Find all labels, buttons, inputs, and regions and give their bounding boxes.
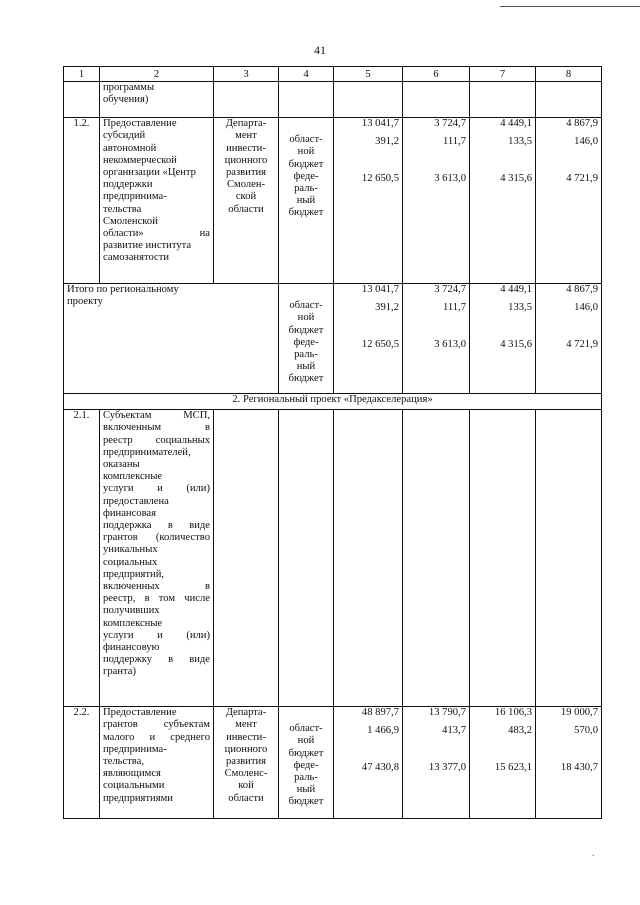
amount-col7: 4 449,1 133,5 4 315,6: [470, 118, 536, 284]
amount-col8: 4 867,9 146,0 4 721,9: [536, 118, 602, 284]
col-header: 4: [279, 67, 334, 82]
col-header: 5: [334, 67, 403, 82]
table-row-1-2: [64, 118, 602, 284]
amount-col5: 13 041,7 391,2 12 650,5: [334, 284, 403, 394]
col-header: 3: [214, 67, 279, 82]
scan-edge-line: [500, 6, 640, 7]
activity-name: программы обучения): [100, 82, 214, 118]
col-header: 8: [536, 67, 602, 82]
funding-source: област- ной бюджет феде- раль- ный бюджет: [279, 118, 334, 284]
scan-speck: .: [592, 848, 595, 859]
amount-col8: 19 000,7 570,0 18 430,7: [536, 707, 602, 819]
row-number: 2.1.: [64, 410, 100, 707]
page-number: 41: [314, 43, 326, 57]
section-row: [64, 394, 602, 410]
row-number: 2.2.: [64, 707, 100, 819]
executor: Департа- мент инвести- ционного развития Смоленс- кой области: [214, 707, 279, 819]
table-row-2-1: [64, 410, 602, 707]
funding-source: област- ной бюджет феде- раль- ный бюджет: [279, 707, 334, 819]
col-header: 2: [100, 67, 214, 82]
amount-col6: 13 790,7 413,7 13 377,0: [403, 707, 470, 819]
row-number: 1.2.: [64, 118, 100, 284]
amount-col7: 4 449,1 133,5 4 315,6: [470, 284, 536, 394]
col-header: 7: [470, 67, 536, 82]
table-row-2-2: [64, 707, 602, 819]
table-row-continuation: [64, 82, 602, 118]
amount-col5: 13 041,7 391,2 12 650,5: [334, 118, 403, 284]
total-label: Итого по региональному проекту: [64, 284, 279, 394]
activity-name: Субъектам МСП, включенным в реестр социальных предпринимателей, оказаны комплексные услуги и (или) предоставлена финансовая поддержка в виде грантов (количество уникальных социальных предприятий, включенных в реестр, в том числе получивших комплексные услуги и (или) финансовую поддержку в виде гранта): [100, 410, 214, 707]
executor: Департа- мент инвести- ционного развития Смолен- ской области: [214, 118, 279, 284]
section-title: 2. Региональный проект «Предакселерация»: [64, 394, 602, 410]
activity-name: Предоставление грантов субъектам малого и среднего предпринима- тельства, являющимся социальными предприятиями: [100, 707, 214, 819]
col-header: 6: [403, 67, 470, 82]
amount-col5: 48 897,7 1 466,9 47 430,8: [334, 707, 403, 819]
amount-col6: 3 724,7 111,7 3 613,0: [403, 284, 470, 394]
column-number-row: [64, 67, 602, 82]
activity-name: Предоставление субсидий автономной некоммерческой организации «Центр поддержки предпринима- тельства Смоленской области» на развитие института самозанятости: [100, 118, 214, 284]
col-header: 1: [64, 67, 100, 82]
funding-source: област- ной бюджет феде- раль- ный бюджет: [279, 284, 334, 394]
amount-col6: 3 724,7 111,7 3 613,0: [403, 118, 470, 284]
amount-col8: 4 867,9 146,0 4 721,9: [536, 284, 602, 394]
amount-col7: 16 106,3 483,2 15 623,1: [470, 707, 536, 819]
budget-table: [63, 66, 602, 819]
table-row-total: [64, 284, 602, 394]
